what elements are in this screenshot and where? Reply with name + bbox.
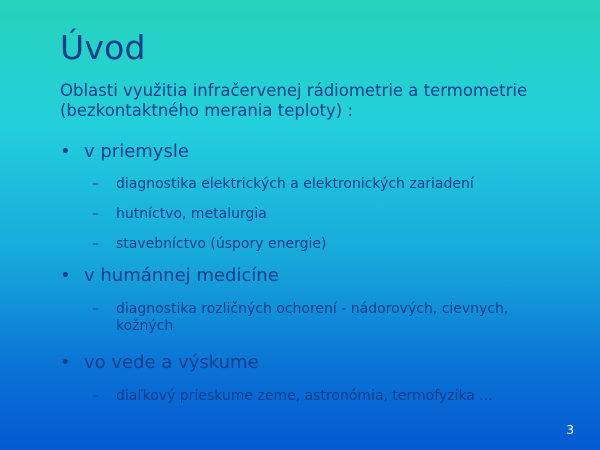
dash-marker: – bbox=[92, 206, 99, 222]
page-number: 3 bbox=[566, 423, 574, 437]
sub-item bbox=[92, 388, 536, 405]
bullet-label: v priemysle bbox=[84, 141, 189, 162]
sub-item-text: diagnostika elektrických a elektronických zariadení bbox=[116, 176, 474, 192]
sub-item bbox=[92, 236, 536, 253]
bullet-marker: • bbox=[60, 141, 71, 162]
bullet-item bbox=[60, 141, 189, 162]
bullet-marker: • bbox=[60, 265, 71, 286]
dash-marker: – bbox=[92, 176, 99, 192]
bullet-label: v humánnej medicíne bbox=[84, 265, 279, 286]
sub-item-text: diagnostika rozličných ochorení - nádorových, cievnych, kožných bbox=[116, 301, 509, 334]
sub-item bbox=[92, 206, 536, 223]
sub-item bbox=[92, 301, 536, 335]
dash-marker: – bbox=[92, 388, 99, 404]
slide-title: Úvod bbox=[60, 28, 146, 67]
bullet-item bbox=[60, 265, 279, 286]
slide-subtitle: Oblasti využitia infračervenej rádiometrie a termometrie (bezkontaktného merania teploty) : bbox=[60, 81, 528, 120]
sub-item-text: hutníctvo, metalurgia bbox=[116, 206, 267, 222]
bullet-marker: • bbox=[60, 352, 71, 373]
bullet-item bbox=[60, 352, 259, 373]
dash-marker: – bbox=[92, 236, 99, 252]
sub-item-text: diaľkový prieskume zeme, astronómia, termofyzika ... bbox=[116, 388, 493, 404]
sub-item bbox=[92, 176, 536, 193]
sub-item-text: stavebníctvo (úspory energie) bbox=[116, 236, 327, 252]
dash-marker: – bbox=[92, 301, 99, 317]
bullet-label: vo vede a výskume bbox=[84, 352, 259, 373]
